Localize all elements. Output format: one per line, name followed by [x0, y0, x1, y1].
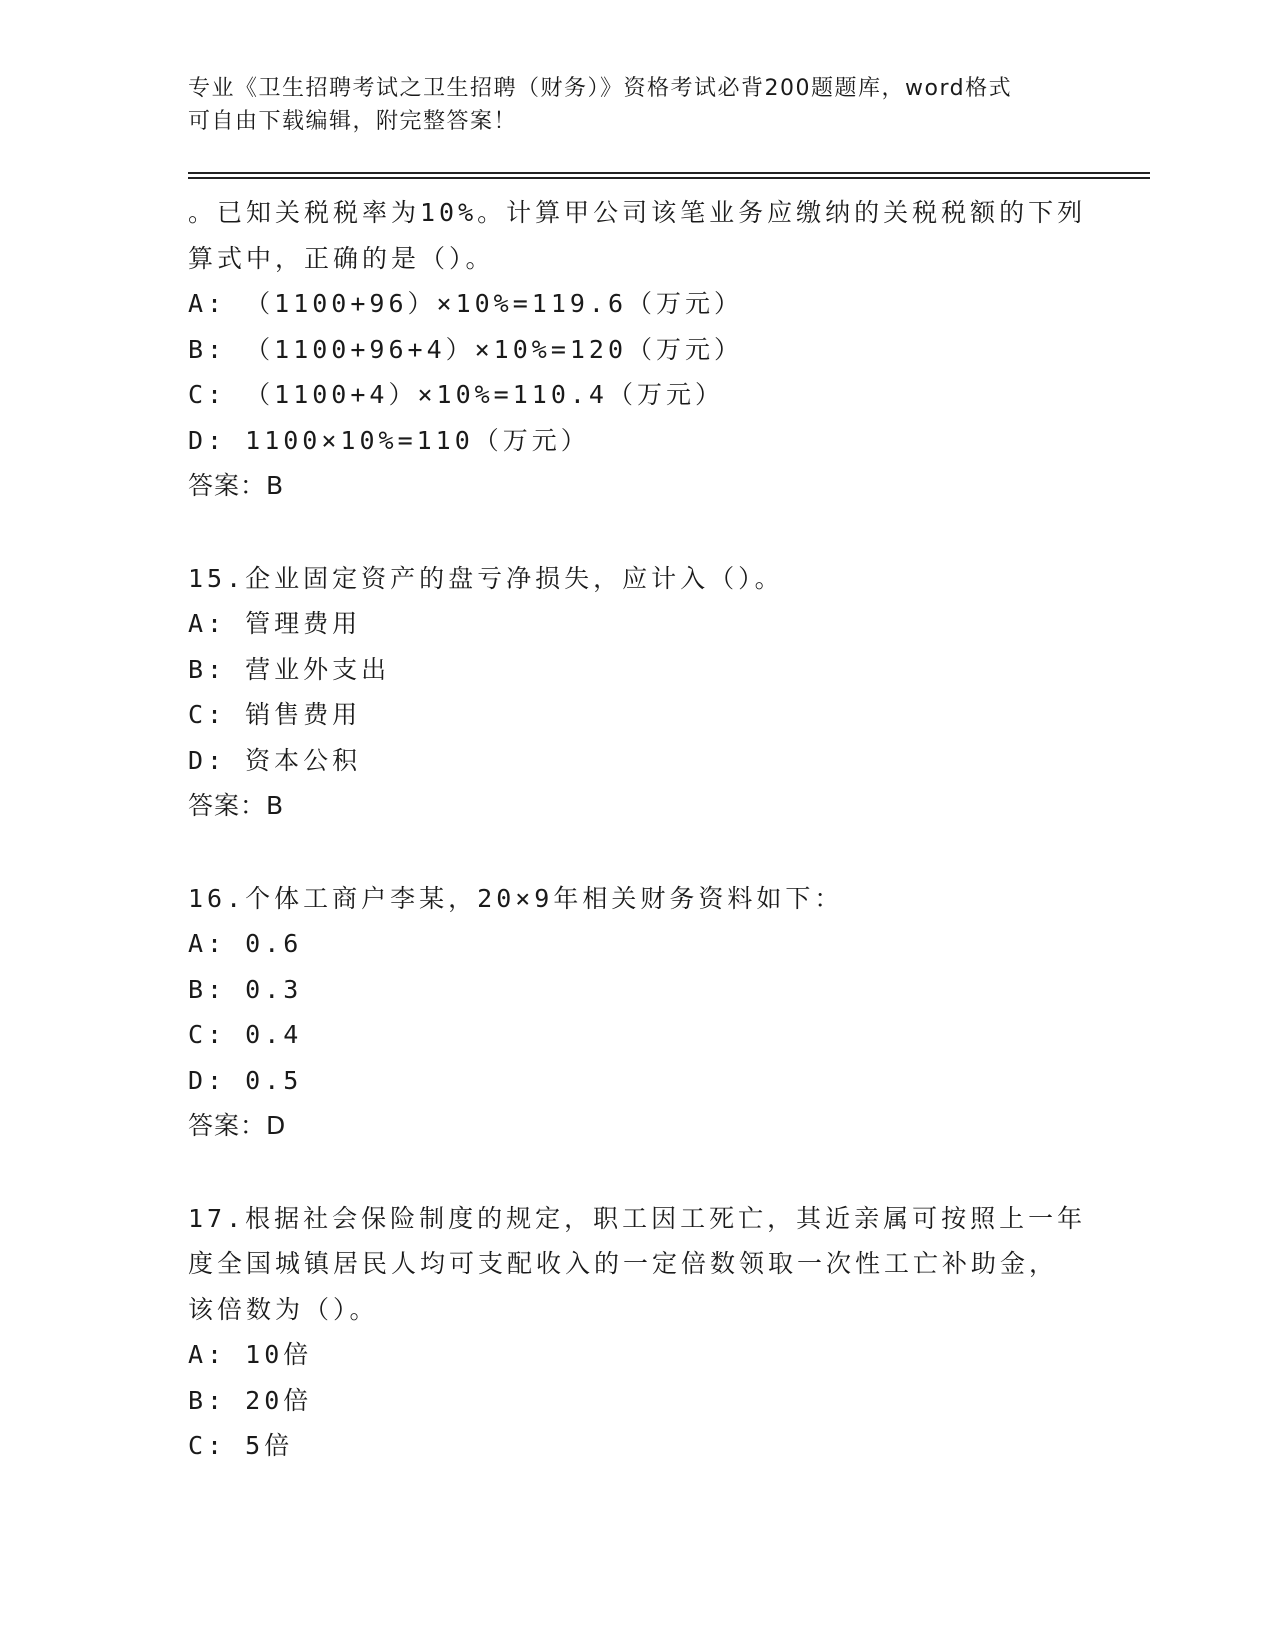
- option-a: A: 10倍: [188, 1340, 313, 1369]
- answer-line: 答案：B: [188, 471, 285, 500]
- option-c: C: 5倍: [188, 1431, 294, 1460]
- option-b: B: 20倍: [188, 1385, 313, 1415]
- option-d: D: 1100×10%=110（万元）: [188, 425, 590, 455]
- header-title-line-2: 可自由下载编辑，附完整答案！: [188, 109, 518, 134]
- spacer: [188, 1149, 1088, 1196]
- question-17-stem: 17.根据社会保险制度的规定，职工因工死亡，其近亲属可按照上一年: [188, 1203, 1087, 1233]
- question-15-stem: 15.企业固定资产的盘亏净损失，应计入（）。: [188, 563, 784, 593]
- question-17-stem: 度全国城镇居民人均可支配收入的一定倍数领取一次性工亡补助金，: [188, 1249, 1059, 1278]
- option-c: C: （1100+4）×10%=110.4（万元）: [188, 380, 724, 409]
- header-title-line-1: 专业《卫生招聘考试之卫生招聘（财务）》资格考试必背200题题库，word格式: [188, 76, 1013, 101]
- header-rule-top: [188, 172, 1150, 174]
- option-d: D: 0.5: [188, 1065, 303, 1095]
- option-b: B: （1100+96+4）×10%=120（万元）: [188, 334, 744, 364]
- spacer: [188, 509, 1088, 556]
- option-c: C: 销售费用: [188, 700, 362, 729]
- header-rule-bottom: [188, 177, 1150, 179]
- page-header: [188, 72, 1068, 138]
- option-b: B: 0.3: [188, 974, 303, 1004]
- spacer: [188, 829, 1088, 876]
- option-b: B: 营业外支出: [188, 654, 391, 684]
- option-d: D: 资本公积: [188, 745, 362, 775]
- answer-line: 答案：D: [188, 1111, 287, 1140]
- answer-line: 答案：B: [188, 791, 285, 820]
- option-a: A: 0.6: [188, 929, 303, 958]
- question-17-stem: 该倍数为（）。: [188, 1294, 379, 1324]
- question-stem-line: 。已知关税税率为10%。计算甲公司该笔业务应缴纳的关税税额的下列: [188, 198, 1087, 227]
- question-content: [188, 190, 1088, 1469]
- option-c: C: 0.4: [188, 1020, 303, 1049]
- option-a: A: （1100+96）×10%=119.6（万元）: [188, 289, 744, 318]
- option-a: A: 管理费用: [188, 609, 362, 638]
- question-stem-line: 算式中，正确的是（）。: [188, 243, 495, 273]
- question-16-stem: 16.个体工商户李某，20×9年相关财务资料如下：: [188, 883, 844, 913]
